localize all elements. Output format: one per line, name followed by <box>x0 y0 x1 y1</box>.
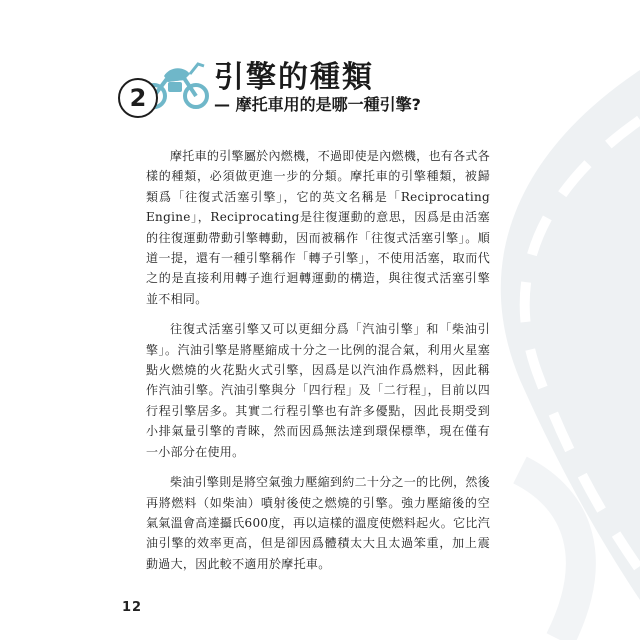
paragraph-1: 摩托車的引擎屬於內燃機，不過即使是內燃機，也有各式各樣的種類，必須做更進一步的分類。摩托車的引擎種類，被歸類爲「往復式活塞引擎」，它的英文名稱是「Reciprocating Engine」，Reciprocating是往復運動的意思，因爲是由活塞的往復運動帶動引擎轉動，因而被稱作「往復式活塞引擎」。順道一提，還有一種引擎稱作「轉子引擎」，不使用活塞，取而代之的是直接利用轉子進行迴轉運動的構造，與往復式活塞引擎並不相同。 <box>146 149 490 306</box>
paragraph-3: 柴油引擎則是將空氣強力壓縮到約二十分之一的比例，然後再將燃料（如柴油）噴射後使之燃燒的引擎。強力壓縮後的空氣氣溫會高達攝氏600度，再以這樣的溫度使燃料起火。它比汽油引擎的效率更高，但是卻因爲體積太大且太過笨重，加上震動過大，因此較不適用於摩托車。 <box>146 475 490 571</box>
paragraph-2: 往復式活塞引擎又可以更細分爲「汽油引擎」和「柴油引擎」。汽油引擎是將壓縮成十分之一比例的混合氣，利用火星塞點火燃燒的火花點火式引擎，因爲是以汽油作爲燃料，因此稱作汽油引擎。汽油引擎與分「四行程」及「二行程」，目前以四行程引擎居多。其實二行程引擎也有許多優點，因此長期受到小排氣量引擎的青睞，然而因爲無法達到環保標準，現在僅有一小部分在使用。 <box>146 322 490 459</box>
page-subtitle: — 摩托車用的是哪一種引擎? <box>214 95 421 114</box>
body-text <box>146 146 490 584</box>
page-title: 引擎的種類 <box>214 60 374 95</box>
chapter-header <box>118 52 538 132</box>
page-number: 12 <box>122 600 143 615</box>
chapter-number: 2 <box>129 84 147 112</box>
chapter-number-badge <box>118 78 158 118</box>
